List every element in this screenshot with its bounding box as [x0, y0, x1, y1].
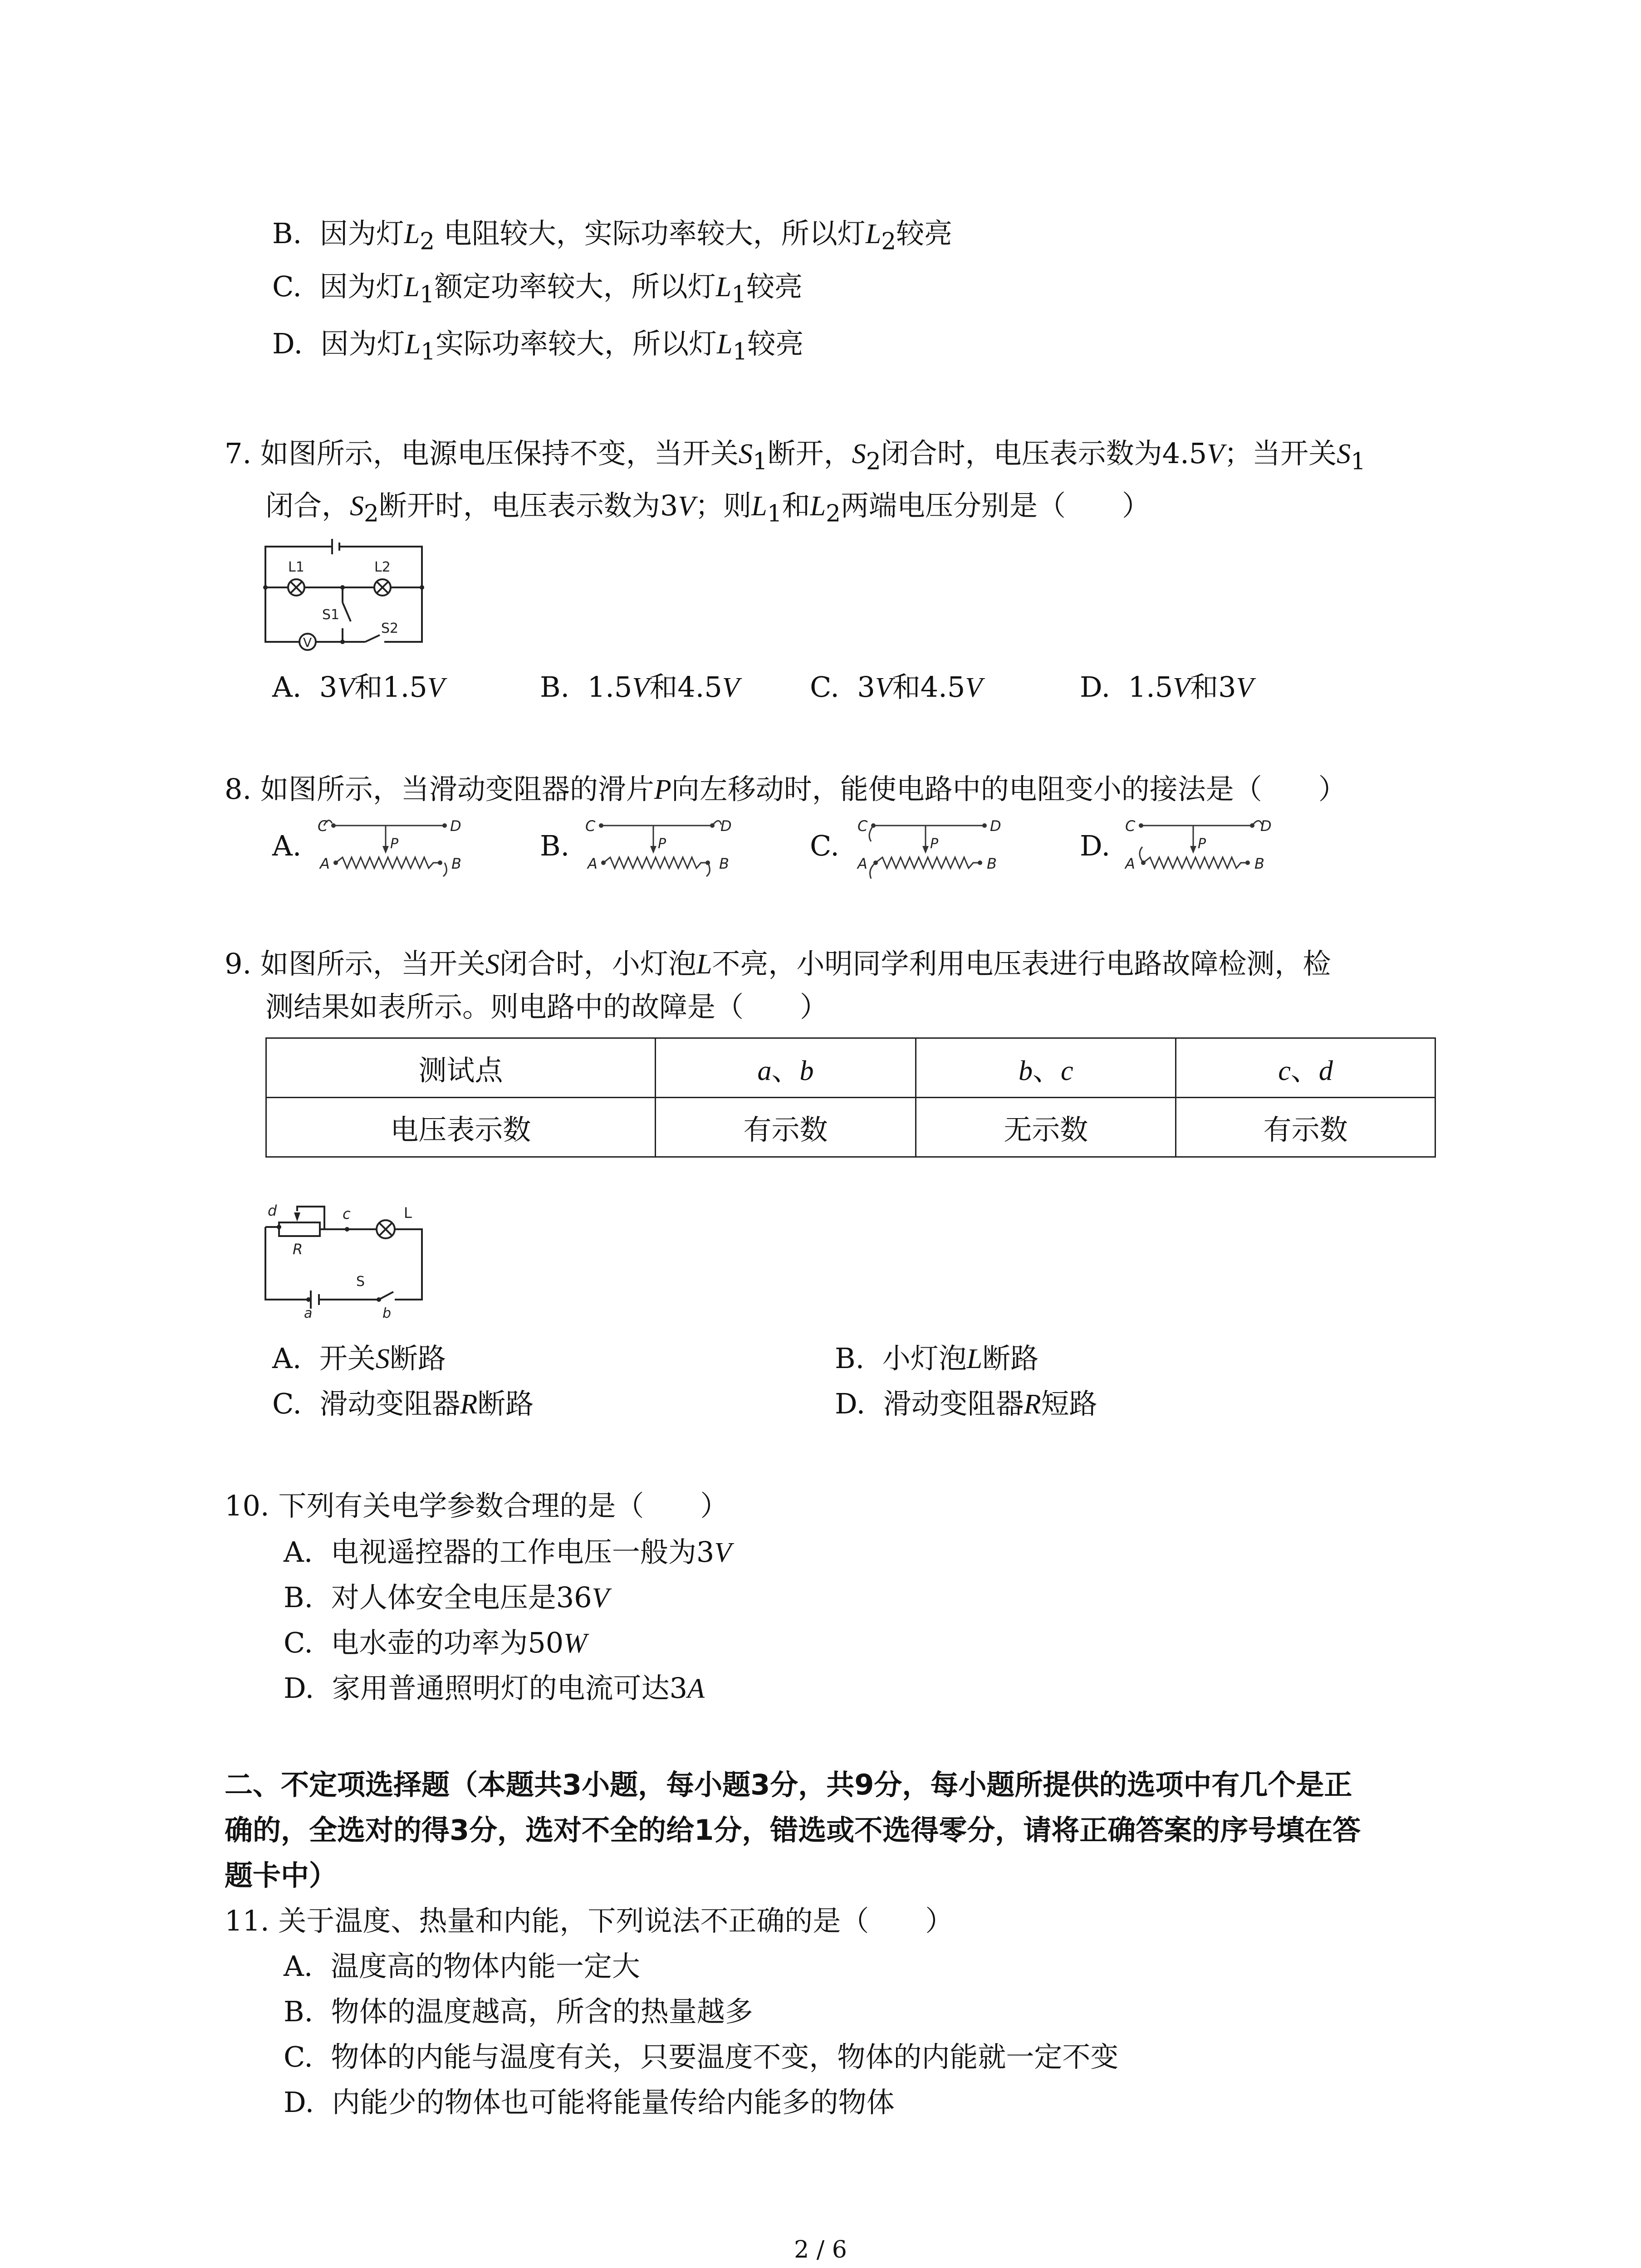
section2-heading-line1: 二、不定项选择题（本题共3小题，每小题3分，共9分，每小题所提供的选项中有几个是正 — [225, 1768, 1352, 1801]
table-cell-cd: 有示数 — [1176, 1098, 1435, 1157]
q9-stem-line2: 测结果如表所示。则电路中的故障是（ ） — [265, 990, 828, 1023]
q7-stem-line2: 闭合，$S_2$断开时，电压表示数为3V；则$L_1$和$L_2$两端电压分别是（ ） — [265, 489, 1150, 528]
q8-option-c-label: C. — [810, 829, 839, 862]
q8c-d: D — [990, 817, 1001, 835]
table-row — [266, 1098, 1435, 1157]
section2-heading-line2: 确的，全选对的得3分，选对不全的给1分，错选或不选得零分，请将正确答案的序号填在答 — [225, 1813, 1361, 1847]
q8d-d: D — [1260, 817, 1272, 835]
q10-option-a: A. 电视遥控器的工作电压一般为3V — [284, 1535, 732, 1569]
q8a-c: C — [318, 817, 328, 835]
q11-option-d: D. 内能少的物体也可能将能量传给内能多的物体 — [284, 2086, 895, 2119]
q8a-p: P — [390, 836, 399, 852]
q9-result-table — [265, 1037, 1436, 1158]
q10-option-d: D. 家用普通照明灯的电流可达3A — [284, 1672, 705, 1705]
q9-label-a: a — [304, 1305, 313, 1321]
q8b-a: A — [588, 855, 598, 872]
q10-option-c: C. 电水壶的功率为50W — [284, 1626, 587, 1659]
q8-rheostat-c — [857, 812, 1003, 885]
table-header-ab: a、b — [655, 1038, 916, 1098]
q11-stem: 11. 关于温度、热量和内能，下列说法不正确的是（ ） — [225, 1904, 954, 1937]
q8-rheostat-d — [1125, 812, 1270, 885]
q8-option-d-label: D. — [1080, 829, 1111, 862]
q7-label-s1: S1 — [322, 607, 340, 623]
q7-label-voltmeter: V — [303, 635, 312, 650]
q10-option-b: B. 对人体安全电压是36V — [284, 1581, 609, 1614]
q7-option-a: A. 3V和1.5V — [272, 670, 445, 704]
q11-option-b: B. 物体的温度越高，所含的热量越多 — [284, 1995, 753, 2028]
q7-label-l2: L2 — [374, 559, 391, 575]
page-number: 2 / 6 — [794, 2236, 847, 2263]
q11-option-c: C. 物体的内能与温度有关，只要温度不变，物体的内能就一定不变 — [284, 2040, 1119, 2073]
q8-stem: 8. 如图所示，当滑动变阻器的滑片P向左移动时，能使电路中的电阻变小的接法是（ ） — [225, 772, 1347, 806]
q8-option-a-label: A. — [272, 829, 302, 862]
q8-rheostat-a — [318, 812, 463, 885]
q8d-b: B — [1254, 855, 1264, 872]
q7-stem-line1: 7. 如图所示，电源电压保持不变，当开关$S_1$断开，$S_2$闭合时，电压表示数为4.5V；当开关$S_1$ — [225, 437, 1366, 475]
q9-label-r: R — [293, 1241, 303, 1258]
q9-label-d: d — [268, 1202, 277, 1219]
q9-stem-line1: 9. 如图所示，当开关S闭合时，小灯泡L不亮，小明同学利用电压表进行电路故障检测，检 — [225, 947, 1331, 980]
q9-label-s: S — [356, 1274, 365, 1290]
table-header-cd: c、d — [1176, 1038, 1435, 1098]
q8c-b: B — [987, 855, 997, 872]
q6-option-b: B. 因为灯$L_2$ 电阻较大，实际功率较大，所以灯$L_2$较亮 — [272, 217, 953, 255]
q7-label-l1: L1 — [288, 559, 304, 575]
table-row — [266, 1038, 1435, 1098]
q10-stem: 10. 下列有关电学参数合理的是（ ） — [225, 1489, 729, 1522]
q7-option-d: D. 1.5V和3V — [1080, 670, 1254, 704]
q8-rheostat-b — [585, 812, 730, 885]
q9-label-b: b — [382, 1305, 392, 1321]
q8d-p: P — [1198, 836, 1206, 852]
section2-heading-line3: 题卡中） — [225, 1859, 338, 1892]
q8a-d: D — [450, 817, 461, 835]
q9-option-c: C. 滑动变阻器R断路 — [272, 1387, 534, 1420]
q8b-c: C — [585, 817, 596, 835]
q8a-a: A — [320, 855, 330, 872]
q8b-b: B — [719, 855, 729, 872]
q8b-d: D — [720, 817, 732, 835]
q7-circuit-diagram — [265, 544, 429, 662]
q9-label-l: L — [404, 1204, 412, 1222]
q8d-c: C — [1125, 817, 1136, 835]
q8c-p: P — [930, 836, 939, 852]
table-cell-bc: 无示数 — [916, 1098, 1176, 1157]
q8d-a: A — [1125, 855, 1135, 872]
q11-option-a: A. 温度高的物体内能一定大 — [284, 1950, 640, 1983]
q8a-b: B — [451, 855, 461, 872]
q8-option-b-label: B. — [540, 829, 570, 862]
q9-circuit-diagram — [265, 1202, 429, 1321]
q8c-a: A — [857, 855, 867, 872]
q6-option-d: D. 因为灯$L_1$实际功率较大，所以灯$L_1$较亮 — [272, 327, 804, 366]
q7-option-b: B. 1.5V和4.5V — [540, 670, 740, 704]
q8b-p: P — [658, 836, 666, 852]
q6-option-c: C. 因为灯$L_1$额定功率较大，所以灯$L_1$较亮 — [272, 270, 803, 308]
table-cell-ab: 有示数 — [655, 1098, 916, 1157]
table-cell-voltmeter-label: 电压表示数 — [266, 1098, 656, 1157]
q9-option-a: A. 开关S断路 — [272, 1342, 446, 1375]
q7-option-c: C. 3V和4.5V — [810, 670, 983, 704]
q8c-c: C — [857, 817, 868, 835]
q7-label-s2: S2 — [381, 621, 399, 636]
q9-label-c: c — [343, 1205, 351, 1222]
q9-option-d: D. 滑动变阻器R短路 — [835, 1387, 1097, 1420]
table-header-test-point: 测试点 — [266, 1038, 656, 1098]
table-header-bc: b、c — [916, 1038, 1176, 1098]
q9-option-b: B. 小灯泡L断路 — [835, 1342, 1039, 1375]
